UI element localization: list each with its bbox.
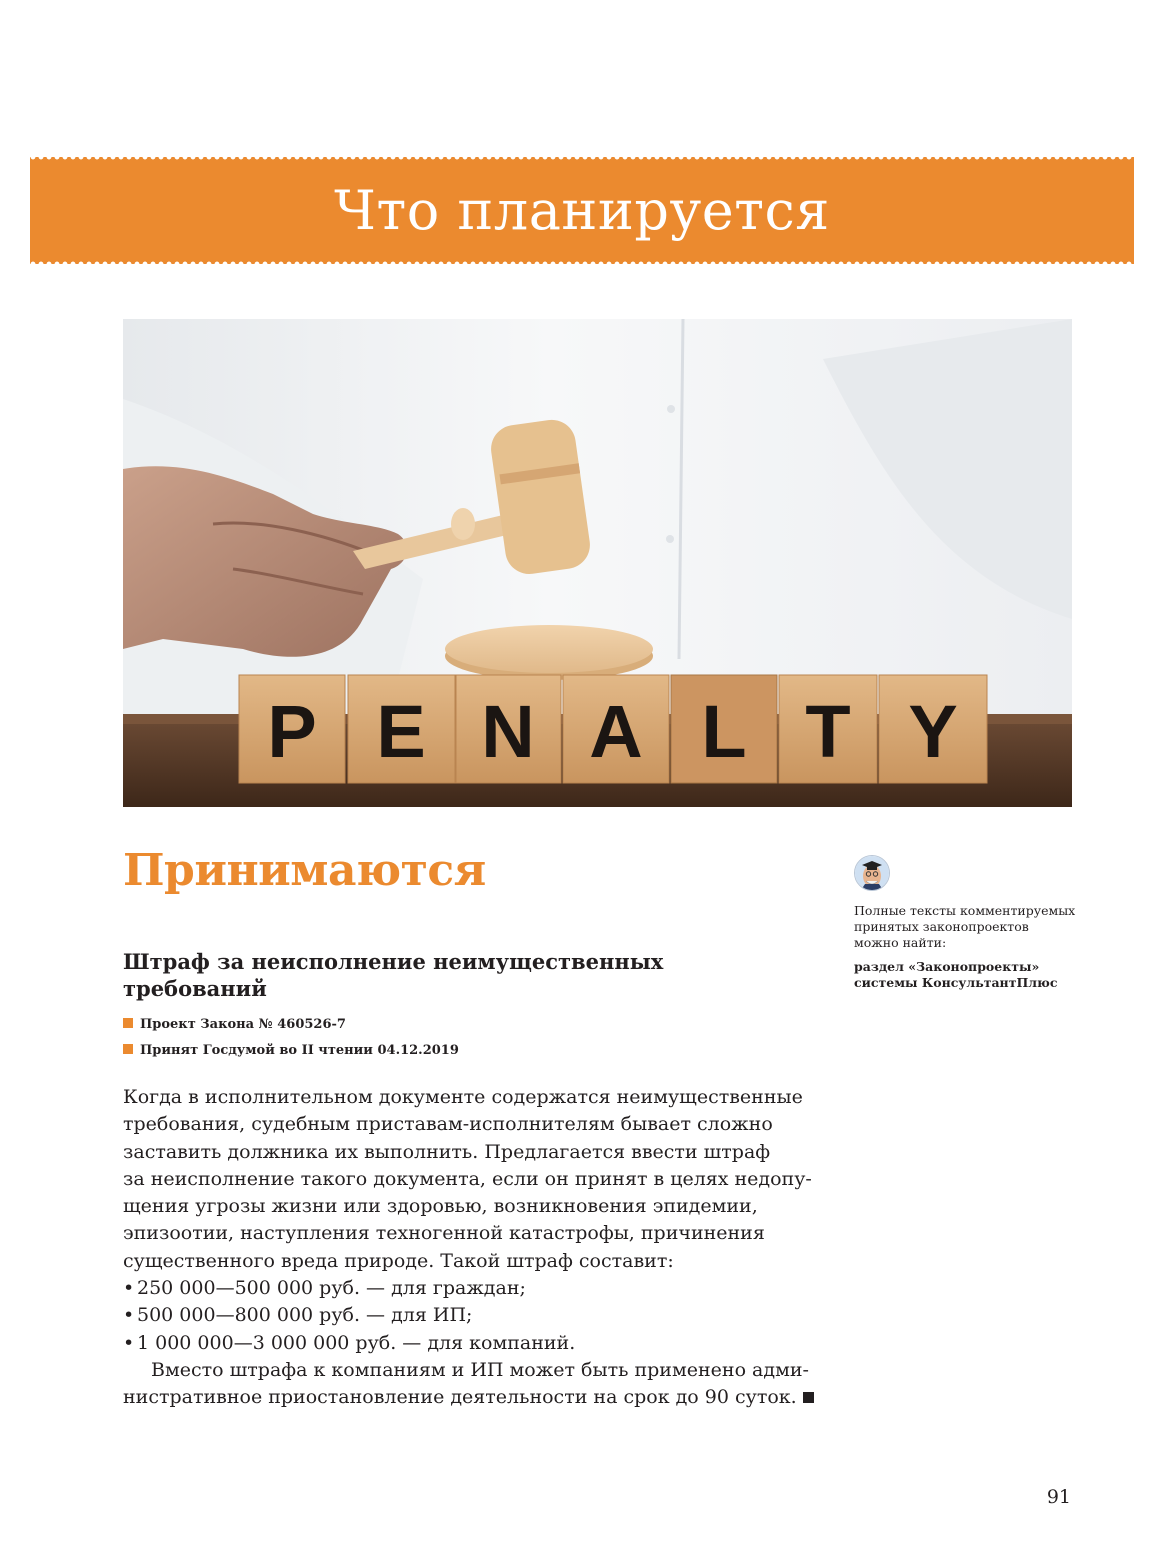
orange-square-icon [123,1018,133,1028]
article-closing [123,1357,823,1412]
page-number: 91 [1046,1486,1071,1508]
list-item: • 250 000—500 000 руб. — для граждан; [123,1275,823,1302]
svg-text:T: T [805,690,851,773]
article-title: Штраф за неисполнение неимущественных требований [123,949,664,1001]
end-mark-icon [803,1392,814,1403]
sidebar-reference: раздел «Законопроекты» системы КонсультантПлюс [854,959,1058,990]
bill-status-text: Принят Госдумой во II чтении 04.12.2019 [140,1043,459,1058]
sidebar-note: Полные тексты комментируемых принятых законопроектов можно найти: [854,903,1076,950]
list-item: • 1 000 000—3 000 000 руб. — для компаний. [123,1330,823,1357]
article-body [123,1084,823,1412]
list-item: • 500 000—800 000 руб. — для ИП; [123,1302,823,1329]
article-closing-text: Вместо штрафа к компаниям и ИП может быть применено адми- нистративное приостановление деятельности на срок до 90 суток. [123,1358,809,1409]
bill-number-text: Проект Закона № 460526-7 [140,1017,346,1032]
letter-blocks [239,675,987,783]
svg-text:N: N [481,690,535,773]
svg-text:Y: Y [908,690,958,773]
svg-text:P: P [267,690,317,773]
fines-list [123,1275,823,1357]
svg-text:L: L [701,690,747,773]
hero-photo [123,319,1072,807]
orange-square-icon [123,1044,133,1054]
bill-number [123,1016,723,1034]
section-heading: Принимаются [123,845,486,896]
banner-title: Что планируется [334,179,830,242]
section-banner [30,157,1134,264]
article-intro: Когда в исполнительном документе содержатся неимущественные требования, судебным приставам-исполнителям бывает сложно заставить должника их выполнить. Предлагается ввести штраф за неисполнение такого документа, если он принят в целях недопу- щения угрозы жизни или здоровью, возникновения эпидемии, эпизоотии, наступления техногенной катастрофы, причинения существенного вреда природе. Такой штраф составит: [123,1086,812,1272]
svg-text:E: E [376,690,426,773]
bill-status [123,1042,723,1060]
consultant-avatar-icon [854,855,890,891]
svg-text:A: A [589,690,643,773]
sidebar-note-block [854,855,1084,991]
